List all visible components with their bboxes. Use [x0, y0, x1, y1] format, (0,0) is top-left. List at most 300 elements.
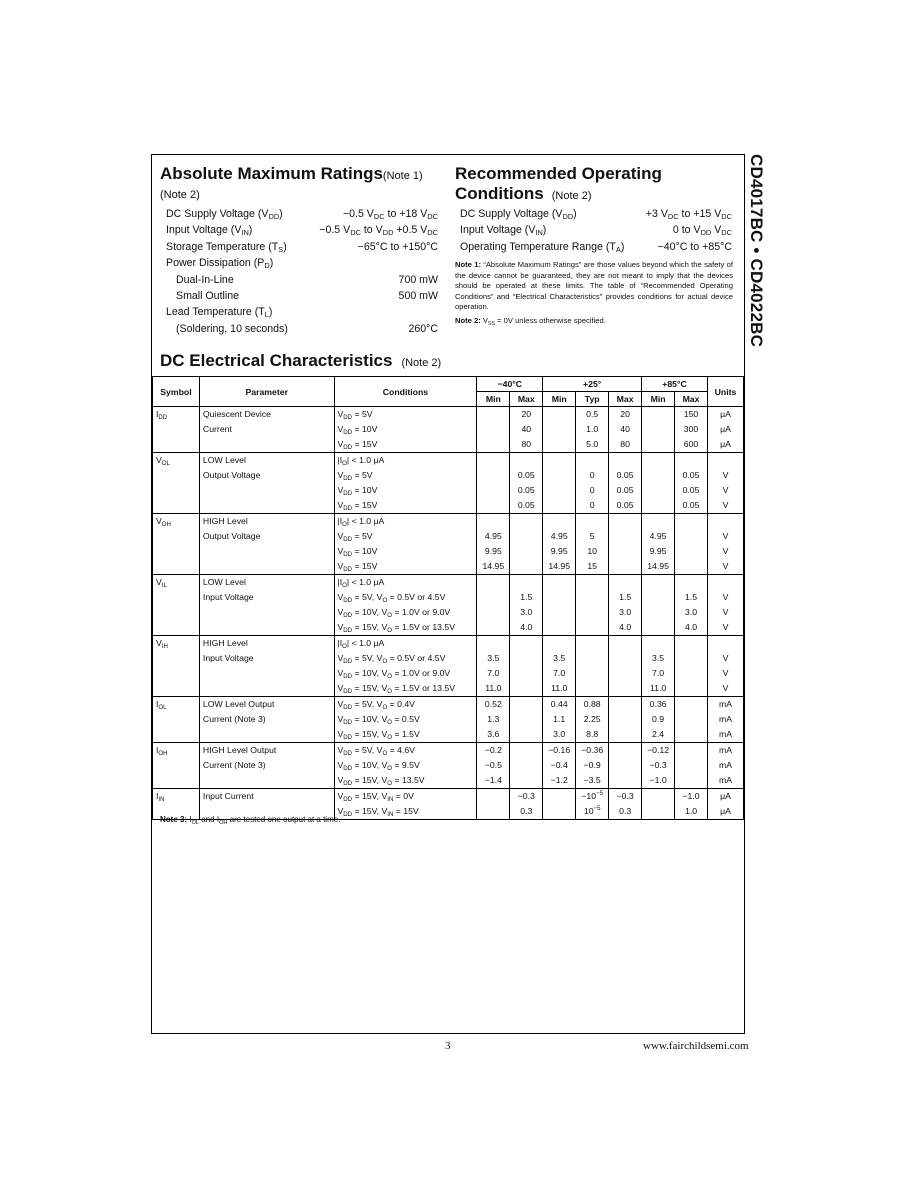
value-cell	[477, 590, 510, 605]
table-row	[153, 605, 744, 620]
value-cell	[510, 681, 543, 697]
value-cell	[510, 666, 543, 681]
conditions-cell: $|I_O| < 1.0$ μA	[334, 575, 477, 591]
units-cell: V	[707, 529, 743, 544]
value-cell: 1.1	[543, 712, 576, 727]
value-cell	[477, 514, 510, 530]
value-cell	[510, 575, 543, 591]
value-cell	[510, 453, 543, 469]
symbol-cell	[153, 605, 200, 620]
table-row	[153, 559, 744, 575]
parameter-cell: Output Voltage	[199, 468, 334, 483]
conditions-cell: $V_{DD} = 10V$	[334, 483, 477, 498]
dc-title: DC Electrical Characteristics	[160, 351, 393, 370]
value-cell: −0.4	[543, 758, 576, 773]
value-cell: 20	[609, 407, 642, 423]
parameter-cell: LOW Level Output	[199, 697, 334, 713]
value-cell	[675, 727, 708, 743]
symbol-cell: $I_{DD}$	[153, 407, 200, 423]
value-cell	[543, 514, 576, 530]
value-cell: −0.12	[642, 743, 675, 759]
conditions-cell: $V_{DD} = 5V$, $V_O = 4.6V$	[334, 743, 477, 759]
conditions-cell: $V_{DD} = 10V$, $V_O = 9.5V$	[334, 758, 477, 773]
units-cell: V	[707, 559, 743, 575]
value-cell	[609, 697, 642, 713]
symbol-cell	[153, 422, 200, 437]
value-cell: 1.0	[675, 804, 708, 820]
units-cell: mA	[707, 727, 743, 743]
rating-label: Input Voltage $(V_{IN})$	[166, 224, 253, 238]
symbol-cell	[153, 590, 200, 605]
hdr-temp-85: +85°C	[642, 377, 708, 392]
value-cell: −0.9	[576, 758, 609, 773]
value-cell: 4.95	[477, 529, 510, 544]
value-cell	[642, 407, 675, 423]
value-cell	[609, 743, 642, 759]
value-cell: 5.0	[576, 437, 609, 453]
rating-value: 700 mW	[398, 273, 438, 286]
value-cell: 300	[675, 422, 708, 437]
conditions-cell: $V_{DD} = 15V$, $V_{IN} = 0V$	[334, 789, 477, 805]
footer-url: www.fairchildsemi.com	[643, 1040, 749, 1052]
parameter-cell	[199, 666, 334, 681]
value-cell: −1.0	[675, 789, 708, 805]
value-cell	[510, 758, 543, 773]
abs-max-title: Absolute Maximum Ratings	[160, 164, 383, 183]
note-3: Note 3: $I_{OL}$ and $I_{OH}$ are tested one output at a time.	[160, 815, 341, 826]
value-cell	[510, 773, 543, 789]
value-cell	[576, 620, 609, 636]
value-cell	[510, 651, 543, 666]
value-cell: 3.0	[543, 727, 576, 743]
abs-max-subnote: (Note 2)	[160, 189, 200, 201]
value-cell: 3.5	[543, 651, 576, 666]
value-cell	[510, 514, 543, 530]
value-cell	[477, 789, 510, 805]
parameter-cell: Input Voltage	[199, 651, 334, 666]
rating-label: DC Supply Voltage $(V_{DD})$	[460, 208, 577, 221]
value-cell	[510, 559, 543, 575]
value-cell: 3.6	[477, 727, 510, 743]
value-cell	[543, 575, 576, 591]
value-cell: 20	[510, 407, 543, 423]
parameter-cell: Output Voltage	[199, 529, 334, 544]
value-cell	[642, 605, 675, 620]
units-cell: μA	[707, 422, 743, 437]
units-cell: mA	[707, 758, 743, 773]
table-row	[153, 483, 744, 498]
value-cell: 0.05	[510, 468, 543, 483]
value-cell: 0.3	[609, 804, 642, 820]
value-cell	[675, 651, 708, 666]
rec-op-title: Recommended Operating	[455, 164, 662, 183]
value-cell	[609, 544, 642, 559]
conditions-cell: $V_{DD} = 10V$, $V_O = 1.0V$ or 9.0V	[334, 605, 477, 620]
table-row	[153, 651, 744, 666]
symbol-cell: $V_{IL}$	[153, 575, 200, 591]
value-cell: 4.0	[609, 620, 642, 636]
symbol-cell	[153, 681, 200, 697]
value-cell	[642, 498, 675, 514]
value-cell: 0.05	[510, 498, 543, 514]
table-row	[153, 407, 744, 423]
hdr-typ: Typ	[576, 392, 609, 407]
value-cell: 11.0	[543, 681, 576, 697]
abs-max-section	[160, 164, 423, 201]
hdr-symbol: Symbol	[153, 377, 200, 407]
value-cell: 3.0	[675, 605, 708, 620]
symbol-cell: $V_{IH}$	[153, 636, 200, 652]
parameter-cell: Current (Note 3)	[199, 712, 334, 727]
table-row	[153, 620, 744, 636]
units-cell	[707, 575, 743, 591]
value-cell: 0	[576, 468, 609, 483]
value-cell	[477, 483, 510, 498]
value-cell: −0.3	[510, 789, 543, 805]
symbol-cell	[153, 468, 200, 483]
value-cell: 8.8	[576, 727, 609, 743]
value-cell: 14.95	[477, 559, 510, 575]
rating-value: 260°C	[408, 322, 438, 335]
value-cell	[576, 453, 609, 469]
value-cell	[543, 407, 576, 423]
value-cell	[477, 620, 510, 636]
table-row	[153, 544, 744, 559]
value-cell	[543, 636, 576, 652]
conditions-cell: $V_{DD} = 15V$, $V_O = 1.5V$ or 13.5V	[334, 620, 477, 636]
value-cell	[675, 666, 708, 681]
value-cell	[675, 514, 708, 530]
hdr-min: Min	[642, 392, 675, 407]
units-cell: V	[707, 651, 743, 666]
value-cell: 2.4	[642, 727, 675, 743]
value-cell	[609, 712, 642, 727]
note-1: Note 1: “Absolute Maximum Ratings” are those values beyond which the safety of the device cannot be guaranteed, they are not meant to imply that the devices should be operated at these limits. The table of “Recommended Operating Conditions” and “Electrical Characteristics” provides conditions for actual device operation.	[455, 260, 733, 312]
rating-value: 0 to $V_{DD}$ $V_{DC}$	[672, 224, 732, 238]
value-cell: 0.05	[675, 498, 708, 514]
value-cell	[576, 514, 609, 530]
value-cell: 3.5	[477, 651, 510, 666]
value-cell: −1.4	[477, 773, 510, 789]
value-cell: 3.0	[510, 605, 543, 620]
value-cell	[609, 514, 642, 530]
parameter-cell	[199, 773, 334, 789]
symbol-cell: $I_{OH}$	[153, 743, 200, 759]
value-cell	[510, 697, 543, 713]
units-cell: V	[707, 681, 743, 697]
table-row	[153, 666, 744, 681]
value-cell	[675, 559, 708, 575]
value-cell: 3.5	[642, 651, 675, 666]
value-cell	[609, 651, 642, 666]
value-cell: 0.05	[510, 483, 543, 498]
table-row	[153, 789, 744, 805]
value-cell	[675, 697, 708, 713]
conditions-cell: $V_{DD} = 10V$, $V_O = 0.5V$	[334, 712, 477, 727]
units-cell: μA	[707, 437, 743, 453]
rating-label: Lead Temperature $(T_L)$	[166, 306, 273, 320]
value-cell: 9.95	[477, 544, 510, 559]
symbol-cell	[153, 727, 200, 743]
value-cell: 10	[576, 544, 609, 559]
hdr-units: Units	[707, 377, 743, 407]
hdr-max: Max	[675, 392, 708, 407]
value-cell	[675, 636, 708, 652]
value-cell	[543, 605, 576, 620]
rating-label: (Soldering, 10 seconds)	[176, 322, 288, 335]
symbol-cell	[153, 437, 200, 453]
table-row	[153, 437, 744, 453]
units-cell	[707, 514, 743, 530]
value-cell	[642, 590, 675, 605]
rating-label: Power Dissipation $(P_D)$	[166, 257, 274, 271]
conditions-cell: $V_{DD} = 10V$	[334, 422, 477, 437]
value-cell: 3.0	[609, 605, 642, 620]
parameter-cell: HIGH Level	[199, 514, 334, 530]
table-row	[153, 498, 744, 514]
value-cell	[576, 575, 609, 591]
parameter-cell	[199, 483, 334, 498]
dc-note: (Note 2)	[401, 357, 442, 369]
value-cell: $10^{-5}$	[576, 804, 609, 820]
value-cell: 40	[609, 422, 642, 437]
value-cell	[543, 468, 576, 483]
units-cell: V	[707, 544, 743, 559]
units-cell: V	[707, 666, 743, 681]
conditions-cell: $V_{DD} = 10V$	[334, 544, 477, 559]
parameter-cell	[199, 437, 334, 453]
table-row	[153, 727, 744, 743]
value-cell: 4.0	[675, 620, 708, 636]
value-cell: 1.5	[609, 590, 642, 605]
parameter-cell: Current (Note 3)	[199, 758, 334, 773]
hdr-conditions: Conditions	[334, 377, 477, 407]
value-cell: 1.0	[576, 422, 609, 437]
value-cell	[642, 636, 675, 652]
note-2: Note 2: $V_{SS} = 0V$ unless otherwise specified.	[455, 316, 606, 327]
value-cell: 4.0	[510, 620, 543, 636]
conditions-cell: $V_{DD} = 15V$, $V_O = 1.5V$	[334, 727, 477, 743]
value-cell	[543, 483, 576, 498]
value-cell: −0.36	[576, 743, 609, 759]
symbol-cell	[153, 620, 200, 636]
value-cell: −0.16	[543, 743, 576, 759]
value-cell: 7.0	[642, 666, 675, 681]
conditions-cell: $V_{DD} = 5V$	[334, 529, 477, 544]
table-row	[153, 514, 744, 530]
value-cell: 80	[510, 437, 543, 453]
value-cell	[510, 544, 543, 559]
value-cell: 0.05	[609, 498, 642, 514]
symbol-cell	[153, 559, 200, 575]
conditions-cell: $V_{DD} = 15V$	[334, 498, 477, 514]
rating-label: Dual-In-Line	[176, 273, 234, 286]
value-cell	[642, 620, 675, 636]
conditions-cell: $V_{DD} = 5V$	[334, 407, 477, 423]
value-cell: 600	[675, 437, 708, 453]
value-cell: 7.0	[543, 666, 576, 681]
units-cell: μA	[707, 804, 743, 820]
symbol-cell: $I_{IN}$	[153, 789, 200, 805]
value-cell	[642, 422, 675, 437]
value-cell: 0	[576, 498, 609, 514]
value-cell	[543, 453, 576, 469]
value-cell	[609, 636, 642, 652]
value-cell: 150	[675, 407, 708, 423]
value-cell	[576, 605, 609, 620]
value-cell	[642, 468, 675, 483]
units-cell	[707, 636, 743, 652]
value-cell	[609, 529, 642, 544]
dc-section	[160, 351, 441, 371]
value-cell	[510, 727, 543, 743]
value-cell: 4.95	[543, 529, 576, 544]
symbol-cell	[153, 544, 200, 559]
parameter-cell	[199, 727, 334, 743]
value-cell	[642, 453, 675, 469]
value-cell	[609, 453, 642, 469]
hdr-min: Min	[477, 392, 510, 407]
value-cell: $-10^{-5}$	[576, 789, 609, 805]
symbol-cell: $V_{OH}$	[153, 514, 200, 530]
units-cell: μA	[707, 407, 743, 423]
conditions-cell: $|I_O| < 1.0$ μA	[334, 514, 477, 530]
value-cell: −1.0	[642, 773, 675, 789]
rating-label: Operating Temperature Range $(T_A)$	[460, 240, 625, 254]
conditions-cell: $V_{DD} = 5V$	[334, 468, 477, 483]
value-cell	[477, 422, 510, 437]
value-cell	[510, 636, 543, 652]
value-cell: 9.95	[642, 544, 675, 559]
value-cell: 0.5	[576, 407, 609, 423]
rec-op-title-2: Conditions	[455, 184, 544, 203]
value-cell	[609, 575, 642, 591]
parameter-cell: Current	[199, 422, 334, 437]
parameter-cell	[199, 498, 334, 514]
value-cell	[609, 666, 642, 681]
value-cell	[477, 575, 510, 591]
conditions-cell: $V_{DD} = 15V$, $V_O = 1.5V$ or 13.5V	[334, 681, 477, 697]
hdr-temp-25: +25°	[543, 377, 642, 392]
value-cell: 0.36	[642, 697, 675, 713]
value-cell: 5	[576, 529, 609, 544]
hdr-max: Max	[609, 392, 642, 407]
value-cell: 4.95	[642, 529, 675, 544]
table-row	[153, 529, 744, 544]
parameter-cell: HIGH Level Output	[199, 743, 334, 759]
value-cell	[477, 636, 510, 652]
value-cell	[576, 636, 609, 652]
conditions-cell: $|I_O| < 1.0$ μA	[334, 636, 477, 652]
symbol-cell: $I_{OL}$	[153, 697, 200, 713]
abs-max-table	[166, 208, 438, 338]
value-cell	[477, 407, 510, 423]
rec-op-table	[460, 208, 732, 260]
value-cell	[543, 422, 576, 437]
value-cell: 2.25	[576, 712, 609, 727]
value-cell: 15	[576, 559, 609, 575]
table-row	[153, 422, 744, 437]
symbol-cell	[153, 773, 200, 789]
value-cell	[609, 681, 642, 697]
conditions-cell: $V_{DD} = 15V$, $V_O = 13.5V$	[334, 773, 477, 789]
value-cell	[642, 483, 675, 498]
units-cell: V	[707, 605, 743, 620]
value-cell	[609, 727, 642, 743]
rating-label: Small Outline	[176, 290, 239, 302]
table-row	[153, 773, 744, 789]
rec-op-section	[455, 164, 662, 206]
value-cell	[675, 773, 708, 789]
value-cell: 11.0	[642, 681, 675, 697]
conditions-cell: $V_{DD} = 5V$, $V_O = 0.4V$	[334, 697, 477, 713]
value-cell	[543, 590, 576, 605]
value-cell: 0.05	[609, 468, 642, 483]
value-cell: 0.05	[675, 468, 708, 483]
units-cell: mA	[707, 712, 743, 727]
value-cell	[609, 559, 642, 575]
value-cell	[477, 453, 510, 469]
symbol-cell	[153, 666, 200, 681]
table-row	[153, 743, 744, 759]
hdr-temp-m40: −40°C	[477, 377, 543, 392]
rating-label: DC Supply Voltage $(V_{DD})$	[166, 208, 283, 221]
value-cell: −0.3	[642, 758, 675, 773]
table-row	[153, 590, 744, 605]
value-cell	[675, 453, 708, 469]
value-cell	[675, 712, 708, 727]
parameter-cell: Input Voltage	[199, 590, 334, 605]
value-cell	[510, 743, 543, 759]
table-row	[153, 697, 744, 713]
value-cell	[576, 666, 609, 681]
value-cell: 1.3	[477, 712, 510, 727]
value-cell	[609, 758, 642, 773]
dc-table	[152, 376, 744, 820]
value-cell: 0.9	[642, 712, 675, 727]
symbol-cell	[153, 498, 200, 514]
value-cell: −3.5	[576, 773, 609, 789]
value-cell	[477, 468, 510, 483]
value-cell: 1.5	[675, 590, 708, 605]
value-cell	[510, 529, 543, 544]
rating-value: 500 mW	[398, 290, 438, 302]
parameter-cell: LOW Level	[199, 453, 334, 469]
value-cell: 80	[609, 437, 642, 453]
value-cell	[609, 773, 642, 789]
parameter-cell	[199, 544, 334, 559]
value-cell	[642, 514, 675, 530]
value-cell: 0.05	[609, 483, 642, 498]
units-cell: V	[707, 468, 743, 483]
units-cell: V	[707, 498, 743, 514]
symbol-cell	[153, 529, 200, 544]
value-cell: 9.95	[543, 544, 576, 559]
conditions-cell: $|I_O| < 1.0$ μA	[334, 453, 477, 469]
value-cell	[477, 605, 510, 620]
table-row	[153, 681, 744, 697]
conditions-cell: $V_{DD} = 5V$, $V_O = 0.5V$ or 4.5V	[334, 651, 477, 666]
value-cell: 0.05	[675, 483, 708, 498]
value-cell: 1.5	[510, 590, 543, 605]
table-row	[153, 468, 744, 483]
value-cell: 0	[576, 483, 609, 498]
parameter-cell	[199, 681, 334, 697]
value-cell: −0.5	[477, 758, 510, 773]
value-cell: −1.2	[543, 773, 576, 789]
symbol-cell: $V_{OL}$	[153, 453, 200, 469]
value-cell	[675, 544, 708, 559]
